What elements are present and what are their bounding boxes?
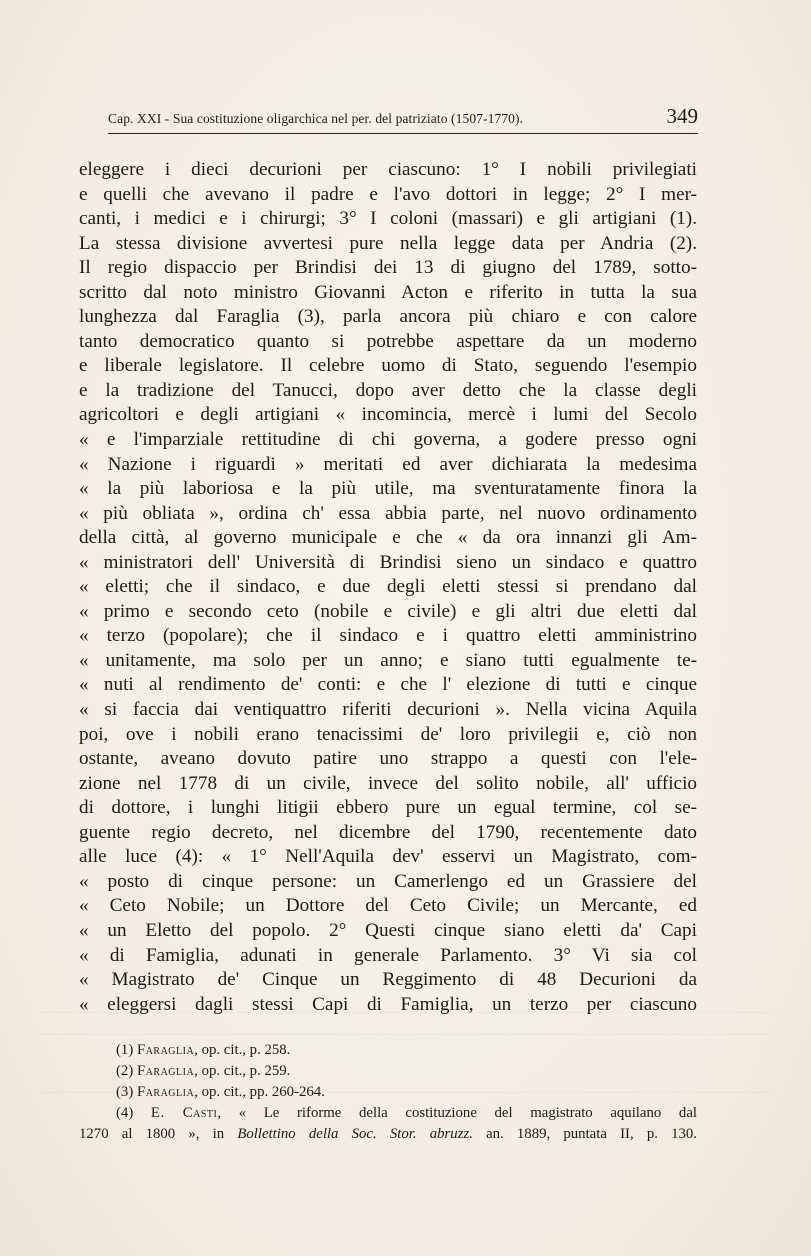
text-line: « unitamente, ma solo per un anno; e siano tutti egualmente te-: [79, 649, 697, 671]
text-line: « di Famiglia, adunati in generale Parlamento. 3° Vi sia col: [79, 944, 697, 966]
text-line: Il regio dispaccio per Brindisi dei 13 di giugno del 1789, sotto-: [79, 257, 697, 279]
footnotes: [79, 1040, 697, 1145]
text-line: La stessa divisione avvertesi pure nella legge data per Andria (2).: [79, 232, 697, 254]
text-line: e quelli che avevano il padre e l'avo dottori in legge; 2° I mer-: [79, 183, 697, 205]
text-line: « un Eletto del popolo. 2° Questi cinque siano eletti da' Capi: [79, 919, 697, 941]
footnote-4-continuation: [79, 1124, 697, 1145]
running-header: [108, 104, 698, 129]
footnote-number: (2): [116, 1063, 134, 1079]
footnote-author: Faraglia: [136, 1084, 195, 1100]
text-line: « più obliata », ordina ch' essa abbia parte, nel nuovo ordinamento: [79, 502, 697, 524]
text-line: « eleggersi dagli stessi Capi di Famiglia, un terzo per ciascuno: [79, 993, 697, 1015]
text-line: canti, i medici e i chirurgi; 3° I coloni (massari) e gli artigiani (1).: [79, 208, 697, 230]
text-line: poi, ove i nobili erano tenacissimi de' loro privilegii e, ciò non: [79, 723, 697, 745]
text-line: tanto democratico quanto si potrebbe aspettare da un moderno: [79, 330, 697, 352]
footnote-number: (4): [116, 1105, 134, 1121]
footnote-text: , op. cit., p. 259.: [194, 1063, 291, 1079]
text-line: alle luce (4): « 1° Nell'Aquila dev' esservi un Magistrato, com-: [79, 846, 697, 868]
text-line: « eletti; che il sindaco, e due degli eletti stessi si prendano dal: [79, 576, 697, 598]
text-line: « primo e secondo ceto (nobile e civile) e gli altri due eletti dal: [79, 600, 697, 622]
text-line: « nuti al rendimento de' conti: e che l' elezione di tutti e cinque: [79, 674, 697, 696]
text-line: « la più laboriosa e la più utile, ma sventuratamente finora la: [79, 478, 697, 500]
footnote-3: [79, 1082, 697, 1103]
footnote-2: [79, 1061, 697, 1082]
footnote-text: 1270 al 1800 », in: [79, 1126, 238, 1142]
text-line: e la tradizione del Tanucci, dopo aver detto che la classe degli: [79, 379, 697, 401]
text-line: « si faccia dai ventiquattro riferiti decurioni ». Nella vicina Aquila: [79, 699, 697, 721]
footnote-author: E. Casti: [150, 1105, 218, 1121]
footnote-text: an. 1889, puntata II, p. 130.: [472, 1126, 697, 1142]
footnote-4: [79, 1103, 697, 1124]
text-line: di dottore, i lunghi litigii ebbero pure un egual termine, col se-: [79, 797, 697, 819]
text-line: « posto di cinque persone: un Camerlengo ed un Grassiere del: [79, 870, 697, 892]
text-line: lunghezza dal Faraglia (3), parla ancora più chiaro e con calore: [79, 306, 697, 328]
text-line: « Magistrato de' Cinque un Reggimento di 48 Decurioni da: [79, 969, 697, 991]
text-line: guente regio decreto, nel dicembre del 1790, recentemente dato: [79, 821, 697, 843]
text-line: « terzo (popolare); che il sindaco e i quattro eletti amministrino: [79, 625, 697, 647]
text-line: agricoltori e degli artigiani « incomincia, mercè i lumi del Secolo: [79, 404, 697, 426]
text-line: ostante, aveano dovuto patire uno strappo a questi con l'ele-: [79, 748, 697, 770]
text-line: della città, al governo municipale e che « da ora innanzi gli Am-: [79, 527, 697, 549]
footnote-author: Faraglia: [136, 1042, 195, 1058]
text-line: « Ceto Nobile; un Dottore del Ceto Civile; un Mercante, ed: [79, 895, 697, 917]
footnote-text: , op. cit., pp. 260-264.: [194, 1084, 325, 1100]
text-line: scritto dal noto ministro Giovanni Acton e riferito in tutta la sua: [79, 281, 697, 303]
text-line: e liberale legislatore. Il celebre uomo di Stato, seguendo l'esempio: [79, 355, 697, 377]
footnote-text: , op. cit., p. 258.: [194, 1042, 291, 1058]
text-line: « e l'imparziale rettitudine di chi governa, a godere presso ogni: [79, 429, 697, 451]
page-number: 349: [666, 104, 698, 128]
header-rule: [108, 133, 698, 134]
running-header-title: Cap. XXI - Sua costituzione oligarchica nel per. del patriziato (1507-1770).: [108, 111, 524, 126]
body-text: [79, 158, 697, 1017]
footnote-number: (1): [116, 1042, 134, 1058]
text-line: zione nel 1778 di un civile, invece del solito nobile, all' ufficio: [79, 772, 697, 794]
text-line: eleggere i dieci decurioni per ciascuno: 1° I nobili privilegiati: [79, 159, 697, 180]
text-line: « Nazione i riguardi » meritati ed aver dichiarata la medesima: [79, 453, 697, 475]
footnote-text: , « Le riforme della costituzione del magistrato aquilano dal: [217, 1105, 697, 1121]
footnote-number: (3): [116, 1084, 134, 1100]
text-line: « ministratori dell' Università di Brindisi sieno un sindaco e quattro: [79, 551, 697, 573]
footnote-author: Faraglia: [136, 1063, 195, 1079]
footnote-1: [79, 1040, 697, 1061]
journal-title: Bollettino della Soc. Stor. abruzz.: [237, 1126, 473, 1142]
